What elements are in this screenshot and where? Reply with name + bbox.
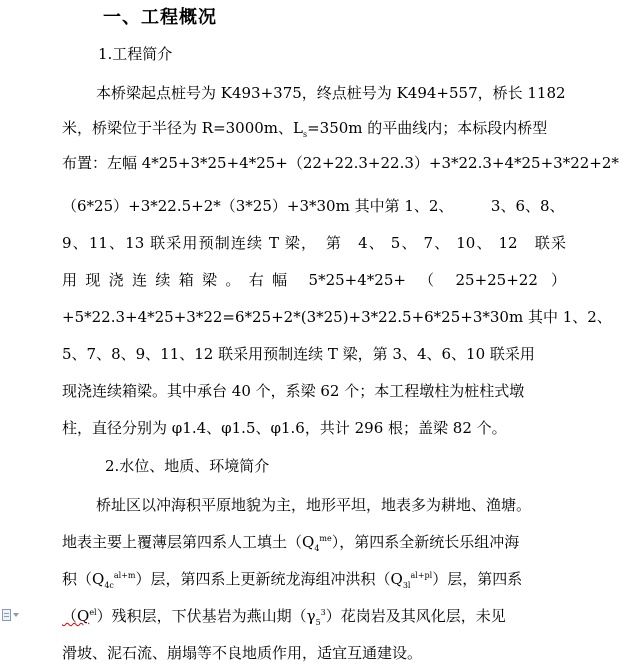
subsection-title-1: 1.工程简介 <box>98 45 173 63</box>
paragraph-2-line-4: $(Q^{el})$残积层，下伏基岩为燕山期$(\gamma_5^3)$花岗岩及其风化层，未见 <box>62 607 506 627</box>
section-title: 一、工程概况 <box>103 7 217 28</box>
paragraph-1-line-4: （6*25）+3*22.5+2*（3*25）+3*30m 其中第 1、2、 3、6、8、 <box>62 197 565 215</box>
paragraph-2-line-1: 桥址区以冲海积平原地貌为主，地形平坦，地表多为耕地、渔塘。 <box>96 496 532 514</box>
paragraph-2-line-5: 滑坡、泥石流、崩塌等不良地质作用，适宜互通建设。 <box>62 644 423 662</box>
paragraph-1-line-5: 9、11、13 联采用预制连续 T 梁， 第 4、 5、 7、 10、 12 联采 <box>62 234 566 252</box>
paragraph-1-line-2: 米，桥梁位于半径为 R=3000m、$L_s=350m$ 的平曲线内；本标段内桥型 <box>62 119 548 139</box>
paragraph-1-line-9: 现浇连续箱梁。其中承台 40 个，系梁 62 个；本工程墩柱为桩柱式墩 <box>62 382 525 400</box>
paragraph-1-line-6: 用现浇连续箱梁。右幅 5*25+4*25+ （ 25+25+22 ） <box>62 271 566 289</box>
paragraph-1-line-1: 本桥梁起点桩号为 K493+375，终点桩号为 K494+557，桥长 1182 <box>96 84 566 102</box>
paragraph-1-line-8: 5、7、8、9、11、12 联采用预制连续 T 梁，第 3、4、6、10 联采用 <box>62 345 535 363</box>
subsection-title-2: 2.水位、地质、环境简介 <box>105 457 270 475</box>
paragraph-2-line-2: 地表主要上覆薄层第四系人工填土$(Q_4^{me})$，第四系全新统长乐组冲海 <box>62 533 520 553</box>
document-icon[interactable] <box>2 607 24 623</box>
page-glyph-icon <box>2 609 11 621</box>
paragraph-1-line-7: +5*22.3+4*25+3*22=6*25+2*(3*25)+3*22.5+6*25+3*30m 其中 1、2、 <box>62 308 612 326</box>
paragraph-1-line-3: 布置：左幅 4*25+3*25+4*25+（22+22.3+22.3）+3*22.3+4*25+3*22+2* <box>62 154 619 172</box>
paragraph-1-line-10: 柱，直径分别为 φ1.4、φ1.5、φ1.6，共计 296 根；盖梁 82 个。 <box>62 419 507 437</box>
paragraph-2-line-3: 积$(Q_{4c}^{al+m})$层，第四系上更新统龙海组冲洪积$(Q_{3l}^{al+pl})$层，第四系 <box>62 570 523 590</box>
chevron-down-icon <box>13 613 19 617</box>
